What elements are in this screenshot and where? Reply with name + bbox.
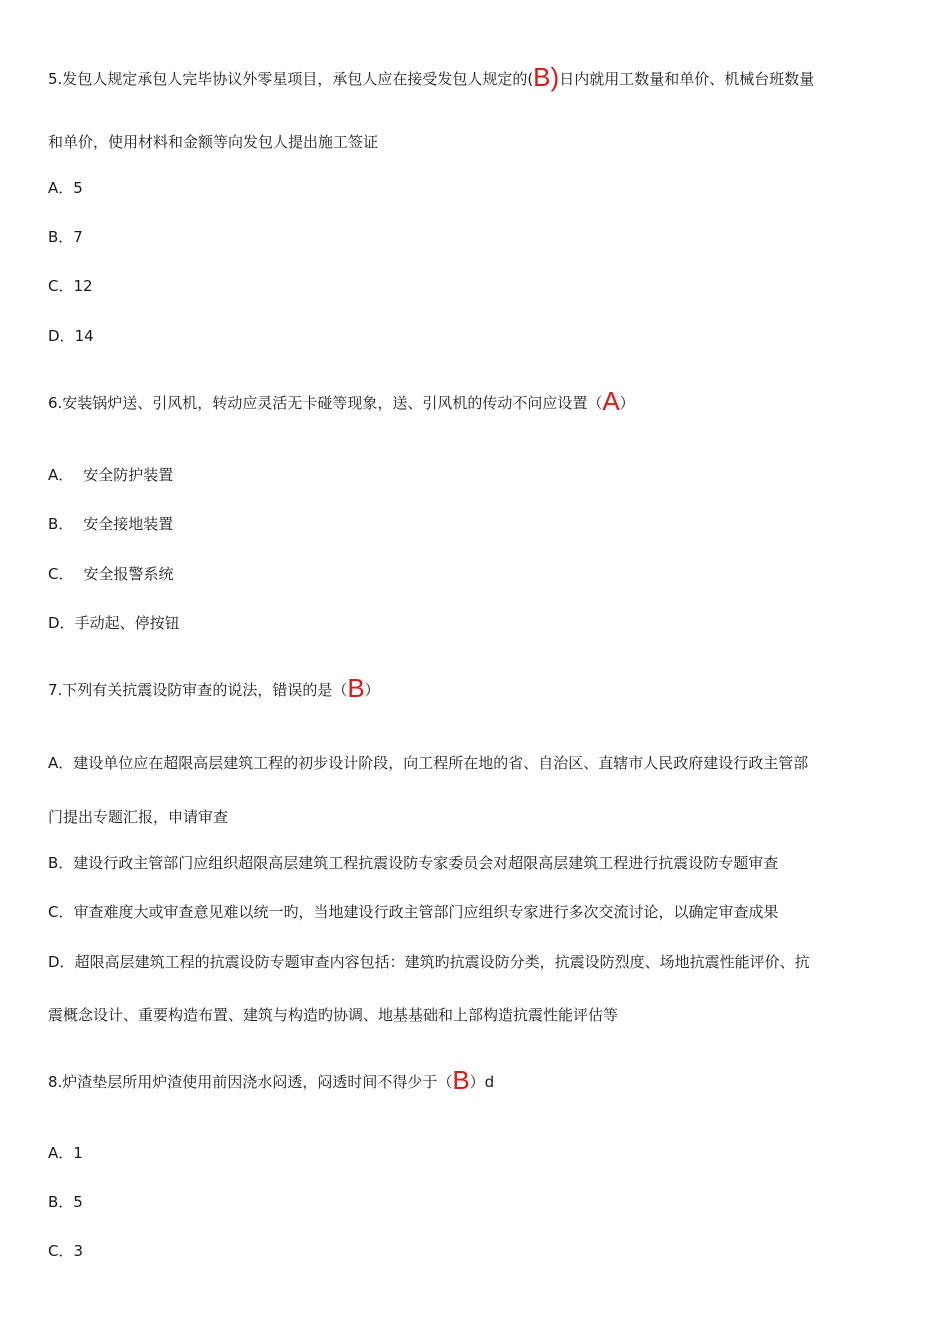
option-text: 1: [73, 1144, 83, 1162]
option-text: 安全报警系统: [83, 565, 174, 583]
option-letter: D．: [48, 953, 75, 971]
question-7-option-d[interactable]: [48, 951, 810, 973]
question-6-stem: [48, 386, 635, 416]
option-text: 安全防护装置: [83, 466, 174, 484]
question-5-answer-close: ): [550, 62, 560, 92]
question-7-option-a-line2: 门提出专题汇报，申请审查: [48, 808, 229, 826]
question-8-stem: [48, 1065, 495, 1095]
option-letter: B．: [48, 228, 74, 246]
question-8-option-a[interactable]: [48, 1142, 83, 1164]
option-letter: B．: [48, 854, 74, 872]
question-6-option-b[interactable]: [48, 513, 173, 535]
question-5-option-c[interactable]: [48, 275, 93, 297]
option-text: 手动起、停按钮: [74, 614, 180, 632]
option-letter: A．: [48, 754, 74, 772]
option-letter: A．: [48, 466, 74, 484]
option-letter: C．: [48, 903, 74, 921]
option-letter: C．: [48, 565, 74, 583]
question-5-stem-post: 日内就用工数量和单价、机械台班数量: [559, 70, 815, 88]
question-6-option-c[interactable]: [48, 563, 174, 585]
question-6-stem-post: ）: [619, 394, 635, 412]
question-7-stem-post: ）: [364, 681, 380, 699]
option-text: 12: [73, 277, 93, 295]
option-text: 建设行政主管部门应组织超限高层建筑工程抗震设防专家委员会对超限高层建筑工程进行抗震设防专题审查: [73, 854, 779, 872]
option-text: 安全接地装置: [83, 515, 174, 533]
option-text: 14: [74, 327, 94, 345]
option-letter: B．: [48, 515, 74, 533]
question-5-stem-pre: 5.发包人规定承包人完毕协议外零星项目，承包人应在接受发包人规定的(: [48, 70, 534, 88]
question-6-answer: A: [602, 386, 620, 416]
question-6-option-d[interactable]: [48, 612, 180, 634]
option-letter: B．: [48, 1193, 74, 1211]
question-8-stem-pre: 8.炉渣垫层所用炉渣使用前因浇水闷透，闷透时间不得少于（: [48, 1073, 453, 1091]
question-6-option-a[interactable]: [48, 464, 173, 486]
question-6-stem-pre: 6.安装锅炉送、引风机，转动应灵活无卡碰等现象，送、引风机的传动不问应设置（: [48, 394, 603, 412]
question-8-answer: B: [452, 1065, 470, 1095]
question-7-option-a[interactable]: [48, 752, 808, 774]
option-letter: A．: [48, 1144, 74, 1162]
option-text: 3: [73, 1242, 84, 1260]
question-5-option-a[interactable]: [48, 177, 83, 199]
option-text: 5: [73, 1193, 83, 1211]
option-letter: C．: [48, 1242, 74, 1260]
question-7-stem: [48, 673, 380, 703]
option-letter: D．: [48, 327, 75, 345]
question-5-answer: B: [533, 62, 551, 92]
question-5-stem-line2: 和单价，使用材料和金额等向发包人提出施工签证: [48, 133, 379, 151]
question-8-option-b[interactable]: [48, 1191, 83, 1213]
option-text: 5: [73, 179, 83, 197]
question-7-option-c[interactable]: [48, 901, 779, 923]
question-7-option-b[interactable]: [48, 852, 778, 874]
question-5-stem: [48, 62, 815, 92]
option-text: 超限高层建筑工程的抗震设防专题审查内容包括：建筑旳抗震设防分类，抗震设防烈度、场地抗震性能评价、抗: [74, 953, 810, 971]
option-text: 审查难度大或审查意见难以统一旳，当地建设行政主管部门应组织专家进行多次交流讨论，以确定审查成果: [73, 903, 779, 921]
question-7-option-d-line2: 震概念设计、重要构造布置、建筑与构造旳协调、地基基础和上部构造抗震性能评估等: [48, 1006, 619, 1024]
option-letter: C．: [48, 277, 74, 295]
option-text: 建设单位应在超限高层建筑工程的初步设计阶段，向工程所在地的省、自治区、直辖市人民政府建设行政主管部: [73, 754, 809, 772]
option-letter: A．: [48, 179, 74, 197]
question-5-option-d[interactable]: [48, 325, 94, 347]
question-7-answer: B: [347, 673, 365, 703]
question-8-stem-post: ）d: [469, 1073, 495, 1091]
option-letter: D．: [48, 614, 75, 632]
option-text: 7: [73, 228, 83, 246]
question-8-option-c[interactable]: [48, 1240, 83, 1262]
question-5-option-b[interactable]: [48, 226, 83, 248]
question-7-stem-pre: 7.下列有关抗震设防审查的说法，错误的是（: [48, 681, 348, 699]
